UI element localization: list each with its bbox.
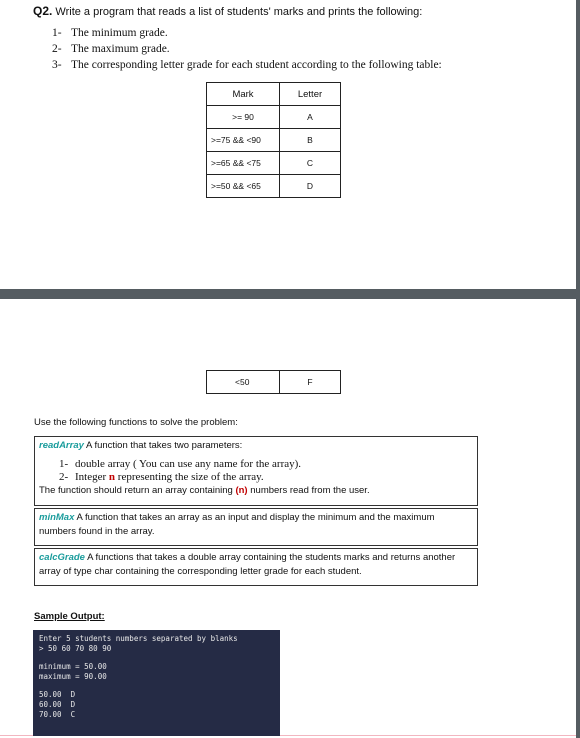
question-label: Q2.	[33, 4, 53, 18]
table-row: >=75 && <90 B	[207, 129, 341, 152]
function-name: minMax	[39, 512, 75, 523]
sample-output-label: Sample Output:	[34, 611, 105, 622]
grade-table-continued	[206, 370, 341, 394]
function-box-readArray	[34, 436, 478, 506]
table-row: >=50 && <65 D	[207, 175, 341, 198]
param-item: 1- double array ( You can use any name for the array).	[59, 458, 302, 470]
console-line: 50.00 D	[39, 690, 76, 699]
console-line: 70.00 C	[39, 710, 76, 719]
return-text: The function should return an array containing (n) numbers read from the user.	[39, 485, 370, 496]
table-row: >= 90 A	[207, 106, 341, 129]
table-row: >=65 && <75 C	[207, 152, 341, 175]
grade-table	[206, 82, 341, 198]
function-name: readArray	[39, 440, 84, 451]
console-line: minimum = 50.00	[39, 662, 107, 671]
list-item: 2- The maximum grade.	[52, 43, 170, 55]
list-item: 1- The minimum grade.	[52, 27, 168, 39]
viewer-edge	[576, 0, 580, 738]
function-desc: A function that takes an array as an input and display the minimum and the maximum numbers found in the array.	[39, 512, 435, 537]
function-desc: A function that takes two parameters:	[86, 440, 243, 451]
param-item: 2- Integer n representing the size of the array.	[59, 471, 264, 483]
console-line: Enter 5 students numbers separated by blanks	[39, 634, 238, 643]
page-separator	[0, 289, 580, 299]
console-line: maximum = 90.00	[39, 672, 107, 681]
function-name: calcGrade	[39, 552, 85, 563]
question-title	[33, 4, 422, 18]
function-desc: A functions that takes a double array containing the students marks and returns another array of type char containing the corresponding letter grade for each student.	[39, 552, 456, 577]
instructions: Use the following functions to solve the problem:	[34, 417, 238, 428]
list-item: 3- The corresponding letter grade for each student according to the following table:	[52, 59, 442, 71]
question-text: Write a program that reads a list of students' marks and prints the following:	[55, 6, 423, 18]
console-line	[39, 682, 274, 690]
console-output	[33, 630, 280, 736]
console-line: 60.00 D	[39, 700, 76, 709]
console-line	[39, 654, 274, 662]
function-box-calcGrade	[34, 548, 478, 586]
console-line: > 50 60 70 80 90	[39, 644, 112, 653]
header-letter: Letter	[280, 83, 341, 106]
table-row: <50 F	[207, 371, 341, 394]
table-header-row	[207, 83, 341, 106]
function-box-minMax	[34, 508, 478, 546]
header-mark: Mark	[207, 83, 280, 106]
